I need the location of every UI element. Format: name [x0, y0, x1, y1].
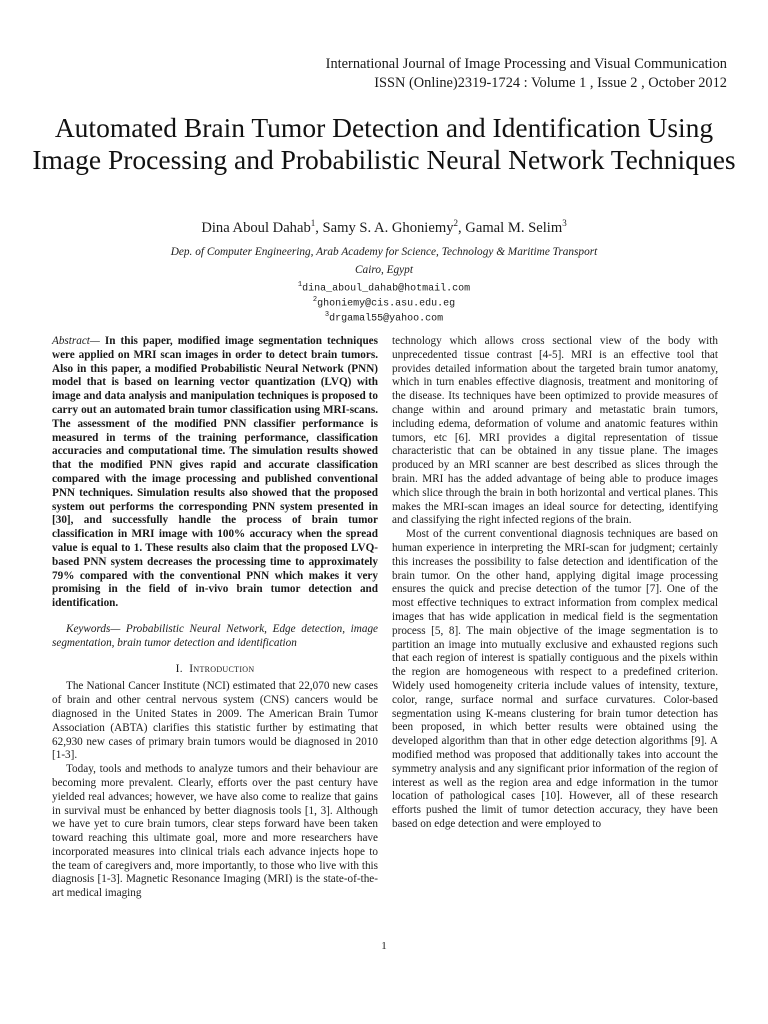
- abstract-text: In this paper, modified image segmentation techniques were applied on MRI scan images in order to detect brain tumors. Also in this paper, a modified Probabilistic Neural Network (PNN) model that is based on learning vector quantization (LVQ) with image and data analysis and manipulation techniques is proposed to carry out an automated brain tumor classification using MRI-scans. The assessment of the modified PNN classifier performance is measured in terms of the training performance, classification accuracies and computational time. The simulation results showed that the modified PNN gives rapid and accurate classification compared with the image processing and published conventional PNN techniques. Simulation results also showed that the proposed system out performs the corresponding PNN system presented in [30], and successfully handle the process of brain tumor classification in MRI image with 100% accuracy when the spread value is equal to 1. These results also claim that the proposed LVQ-based PNN system decreases the processing time to approximately 79% compared with the conventional PNN which makes it very promising in the field of in-vivo brain tumor detection and identification.: [52, 335, 378, 610]
- keywords: Keywords— Probabilistic Neural Network, Edge detection, image segmentation, brain tumor detection and identification: [52, 622, 378, 649]
- page-number: 1: [381, 940, 387, 952]
- author-sup: 1: [310, 218, 316, 228]
- author-name: Gamal M. Selim: [465, 219, 563, 236]
- author-sup: 2: [453, 218, 458, 228]
- email-sup: 1: [297, 281, 303, 289]
- author-sup: 3: [562, 218, 567, 228]
- abstract-label: Abstract—: [52, 335, 100, 347]
- author-name: Samy S. A. Ghoniemy: [322, 219, 454, 236]
- paragraph: Today, tools and methods to analyze tumors and their behaviour are becoming more prevalent. Clearly, efforts over the past century have yielded real advances; however, we have also come to realize that gains in survival must be enhanced by better diagnosis tools [1, 3]. Although we have yet to cure brain tumors, clear steps forward have been taken toward reaching this ultimate goal, more and more researchers have incorporated measures into clinical trials each advance injects hope to the team of caregivers and, more importantly, to those who live with this diagnosis [1-3]. Magnetic Resonance Imaging (MRI) is the state-of-the-art medical imaging: [52, 763, 378, 900]
- author-name: Dina Aboul Dahab: [201, 219, 311, 236]
- paragraph: The National Cancer Institute (NCI) estimated that 22,070 new cases of brain and other central nervous system (CNS) cancers would be diagnosed in the United States in 2009. The American Brain Tumor Association (ABTA) clarifies this statistic further by estimating that 62,930 new cases of primary brain tumors would be diagnosed in 2010 [1-3].: [52, 680, 378, 762]
- author-list: Dina Aboul Dahab$^1$, Samy S. A. Ghoniemy$^2$, Gamal M. Selim$^3$: [201, 218, 567, 236]
- section-heading: [52, 663, 378, 677]
- email-text[interactable]: ghoniemy@cis.asu.edu.eg: [317, 298, 456, 310]
- affiliation-department: Dep. of Computer Engineering, Arab Academy for Science, Technology & Maritime Transport: [170, 246, 598, 258]
- email-sup: 2: [312, 296, 318, 304]
- author-email[interactable]: [0, 308, 768, 326]
- paper-title: Automated Brain Tumor Detection and Identification Using Image Processing and Probabilistic Neural Network Techniques: [32, 112, 736, 175]
- paragraph: Most of the current conventional diagnosis techniques are based on human experience in interpreting the MRI-scan for judgment; certainly this increases the possibility to false detection and identification of the brain tumor. On the other hand, applying digital image processing ensures the quick and precise detection of the tumor [7]. One of the most effective techniques to extract information from complex medical images that has wide application in medical field is the segmentation process [5, 8]. The main objective of the image segmentation is to partition an image into mutually exclusive and exhausted regions such that each region of interest is spatially contiguous and the pixels within the region are homogeneous with respect to a predefined criterion. Widely used homogeneity criteria include values of intensity, texture, color, range, surface normal and surface curvatures. Color-based segmentation using K-means clustering for brain tumor detection has been proposed, in which better results were obtained using the developed algorithm than that in other edge detection algorithms [9]. A modified method was proposed that additionally takes into account the symmetry analysis and any significant prior information of the region of interest as well as the region area and edge information in the tumor location of pathological cases [10]. However, all of these research efforts pushed the limit of tumor detection accuracy, they have been based on edge detection and were employed to: [392, 528, 718, 830]
- email-text[interactable]: drgamal55@yahoo.com: [329, 313, 444, 325]
- email-sup: 3: [324, 311, 330, 319]
- affiliation-location: Cairo, Egypt: [355, 264, 413, 276]
- right-column: [392, 335, 718, 832]
- journal-name: International Journal of Image Processing and Visual Communication: [325, 56, 727, 72]
- email-text[interactable]: dina_aboul_dahab@hotmail.com: [302, 283, 471, 295]
- abstract: [52, 335, 378, 611]
- left-column: [52, 335, 378, 901]
- paragraph: technology which allows cross sectional view of the body with unprecedented tissue contrast [4-5]. MRI is an effective tool that provides detailed information about the targeted brain tumor anatomy, which in turn enables effective diagnosis, treatment and monitoring of the disease. Its techniques have been optimized to provide measures of change within and around primary and metastatic brain tumors, including edema, deformation of volume and anatomic features within tumors, etc [6]. MRI provides a digital representation of tissue characteristic that can be obtained in any tissue plane. The images produced by an MRI scanner are best described as slices through the brain. MRI has the added advantage of being able to produce images which slice through the brain in both horizontal and vertical planes. This makes the MRI-scan images an ideal source for detecting, identifying and classifying the right infected regions of the brain.: [392, 335, 718, 527]
- journal-issn: ISSN (Online)2319-1724 : Volume 1 , Issue 2 , October 2012: [374, 75, 727, 91]
- section-number: I.: [175, 662, 183, 675]
- section-title: Introduction: [189, 662, 255, 675]
